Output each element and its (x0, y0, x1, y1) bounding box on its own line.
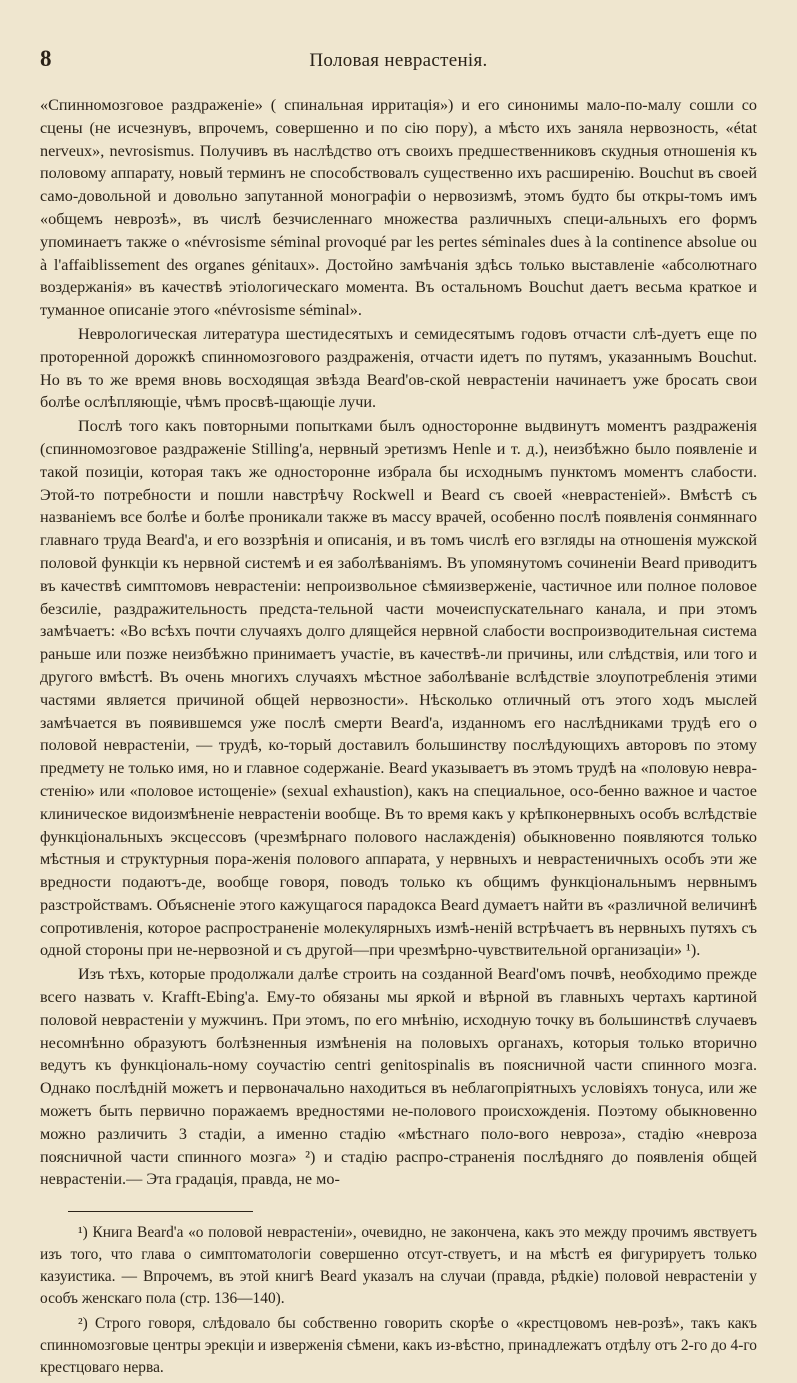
body-paragraph: Изъ тѣхъ, которые продолжали далѣе строить на созданной Beard'омъ почвѣ, необходимо прежде всего назвать v. Krafft-Ebing'а. Ему-то обязаны мы яркой и вѣрной въ главныхъ чертахъ картиной половой неврастеніи у мужчинъ. При этомъ, по его мнѣнію, исходную точку въ большинствѣ случаевъ несомнѣнно образуютъ болѣзненныя измѣненія на половыхъ органахъ, которыя только вторично ведутъ къ функціональ-ному соучастію centri genitospinalis въ поясничной части спинного мозга. Однако послѣдній можетъ и первоначально находиться въ неблагопріятныхъ условіяхъ тонуса, или же можетъ быть первично поражаемъ вредностями не-полового происхожденія. Поэтому обыкновенно можно различить 3 стадіи, а именно стадію «мѣстнаго поло-вого невроза», стадію «невроза поясничной части спинного мозга» ²) и стадію распро-страненія послѣдняго до появленія общей неврастеніи.— Эта градація, правда, не мо- (40, 965, 757, 1189)
body-paragraph: «Спинномозговое раздраженіе» ( спинальная ирритація») и его синонимы мало-по-малу сошли со сцены (не исчезнувъ, впрочемъ, совершенно и по сію пору), а мѣсто ихъ заняла нервозность, «état nerveux», nevrosismus. Получивъ въ наслѣдство отъ своихъ предшественниковъ скудныя отношенія къ половому аппарату, новый терминъ не способствовалъ существенно ихъ расширенію. Bouchut въ своей само-довольной и довольно запутанной монографіи о нервозизмѣ, этомъ будто бы откры-томъ имъ «общемъ неврозѣ», въ числѣ безчисленнаго множества различныхъ специ-альныхъ его формъ упоминаетъ также о «névrosisme séminal provoqué par les pertes séminales dues à la continence absolue ou à l'affaiblissement des organes génitaux». Достойно замѣчанія здѣсь только выставленіе «абсолютнаго воздержанія» въ качествѣ этіологическаго момента. Въ остальномъ Bouchut даетъ весьма краткое и туманное описаніе этого «névrosisme séminal». (40, 96, 757, 320)
footnote: ²) Строго говоря, слѣдовало бы собственно говорить скорѣе о «крестцовомъ нев-розѣ», такъ какъ спинномозговые центры эрекціи и изверженія сѣмени, какъ из-вѣстно, принадлежатъ отдѣлу отъ 2-го до 4-го крестцоваго нерва. (40, 1315, 757, 1377)
footnotes (40, 1222, 757, 1379)
page-header (40, 46, 757, 76)
body-paragraph: Послѣ того какъ повторными попытками былъ односторонне выдвинутъ моментъ раздраженія (спинномозговое раздраженіе Stilling'а, нервный эретизмъ Henle и т. д.), неизбѣжно было появленіе и такой позиціи, которая такъ же односторонне избрала бы исходнымъ пунктомъ моментъ слабости. Этой-то потребности и пошли навстрѣчу Rockwell и Beard съ своей «неврастеніей». Вмѣстѣ съ названіемъ все болѣе и болѣе проникали также въ массу врачей, особенно послѣ появленія сонмяннаго главнаго труда Beard'а, и его воззрѣнія и описанія, и въ томъ числѣ его взгляды на отношенія мужской половой функціи къ нервной системѣ и ея заболѣваніямъ. Въ упомянутомъ сочиненіи Beard приводитъ въ качествѣ симптомовъ неврастеніи: непроизвольное сѣмяизверженіе, частичное или полное половое безсиліе, раздражительность предстa-тельной части мочеиспускательнаго канала, и при этомъ замѣчаетъ: «Во всѣхъ почти случаяхъ долго длящейся нервной слабости воспроизводительная система раньше или позже неизбѣжно принимаетъ участіе, въ качествѣ-ли причины, или слѣдствія, или того и другого вмѣстѣ. Въ очень многихъ случаяхъ мѣстное заболѣваніе вслѣдствіе злоупотребленія этими частями является причиной общей нервозности». Нѣсколько отличный отъ этого ходъ мыслей замѣчается въ появившемся уже послѣ смерти Beard'а, изданномъ его наслѣдниками трудѣ его о половой неврастеніи, — трудѣ, ко-торый доставилъ большинству послѣдующихъ авторовъ по этому предмету не только имя, но и главное содержаніе. Beard указываетъ въ этомъ трудѣ на «половую неврa-стенію» или «половое истощеніе» (sexual exhaustion), какъ на специальное, осо-бенно важное и частое клиническое видоизмѣненіе неврастеніи вообще. Въ то время какъ у крѣпконервныхъ особъ вслѣдствіе функціональныхъ эксцессовъ (чрезмѣрнаго полового наслажденія) обыкновенно появляются только мѣстныя и структурныя пора-женія полового аппарата, у нервныхъ и неврастеничныхъ особъ эти же вредности подаютъ-де, вообще говоря, поводъ только къ общимъ функціональнымъ нервнымъ разстройствамъ. Объясненіе этого кажущагося парадокса Beard думаетъ найти въ «различной величинѣ сопротивленія, которое распространеніе молекулярныхъ измѣ-неній встрѣчаетъ въ нервныхъ путяхъ съ одной стороны при не-нервозной и съ другой—при чрезмѣрно-чувствительной организаціи» ¹). (40, 417, 757, 960)
body-paragraph: Неврологическая литература шестидесятыхъ и семидесятымъ годовъ отчасти слѣ-дуетъ еще по проторенной дорожкѣ спинномозгового раздраженія, отчасти идетъ по путямъ, указаннымъ Bouchut. Но въ то же время вновь восходящая звѣзда Beard'ов-ской неврастеніи начинаетъ уже бросать свои болѣе ослѣпляющіе, чѣмъ просвѣ-щающіе лучи. (40, 324, 757, 412)
page-body (40, 94, 757, 1383)
running-title: Половая неврастенія. (309, 50, 488, 71)
footnote-divider (68, 1211, 253, 1212)
page-number: 8 (40, 46, 52, 71)
footnote: ¹) Книга Beard'а «о половой неврастеніи», очевидно, не закончена, какъ это между прочимъ явствуетъ изъ того, что глава о симптоматологіи совершенно отсут-ствуетъ, и на мѣстѣ ея фигурируетъ только казуистика. — Впрочемъ, въ этой книгѣ Beard указалъ на случаи (правда, рѣдкіе) половой неврастеніи у особъ женскаго пола (стр. 136—140). (40, 1224, 757, 1307)
